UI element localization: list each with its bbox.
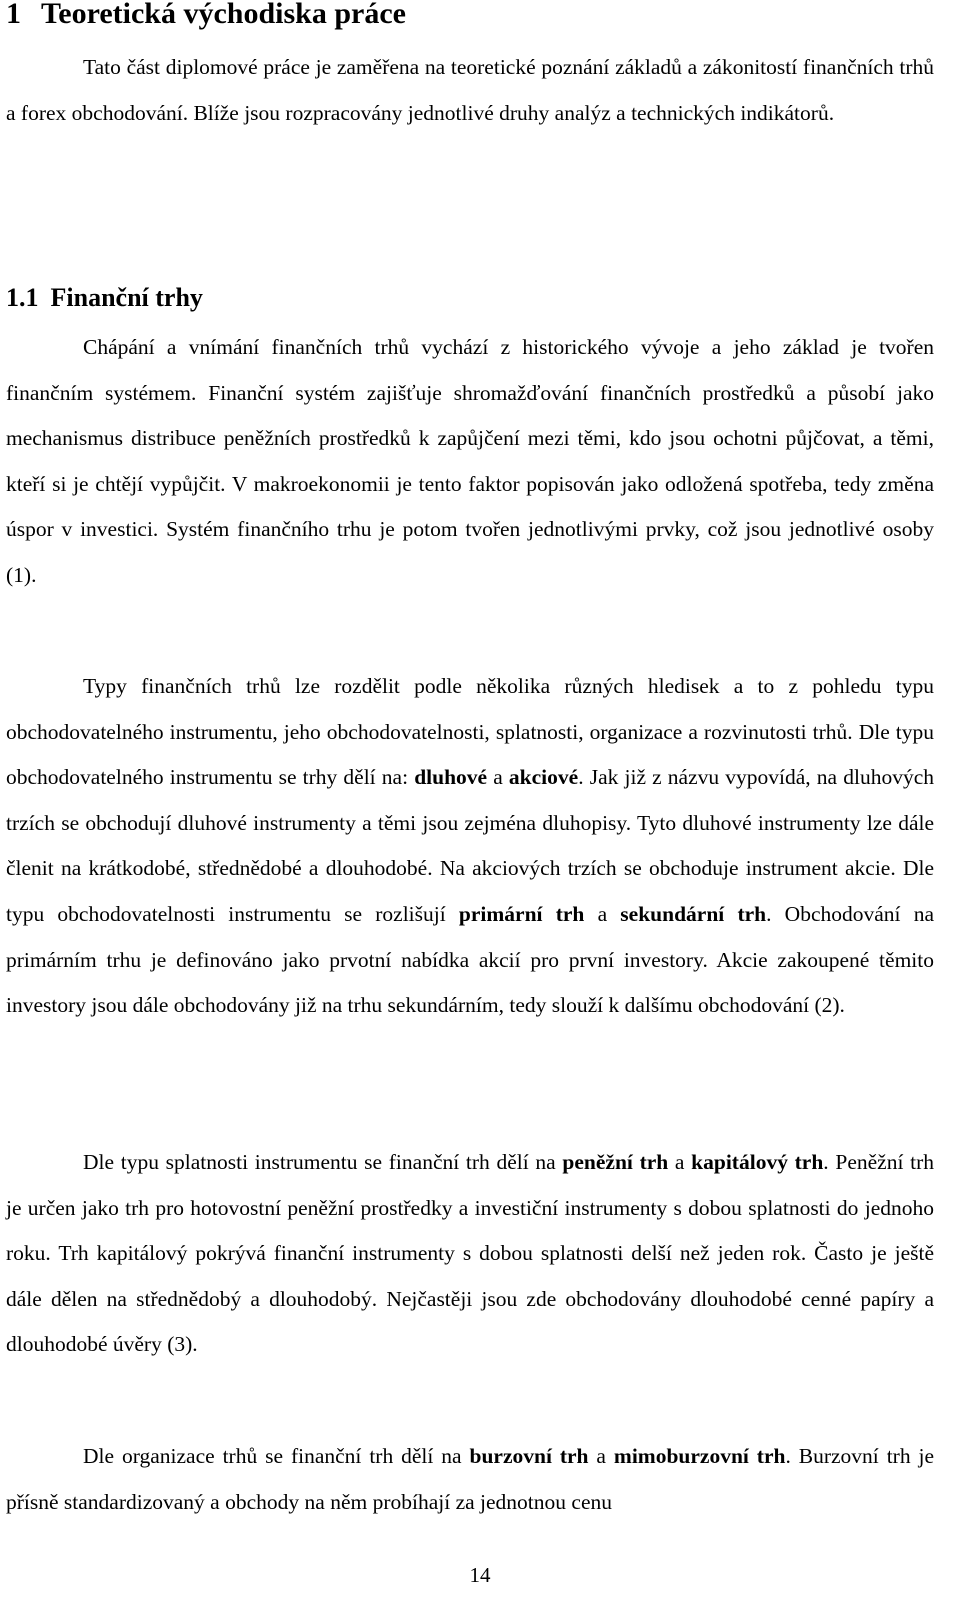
chapter-title: Teoretická východiska práce <box>41 0 406 30</box>
bold-term-money-market: peněžní trh <box>562 1150 669 1174</box>
bold-term-primary-market: primární trh <box>458 901 585 926</box>
text-run: a <box>584 901 621 926</box>
text-run: . Jak již z názvu vypovídá, na dluhových trzích se obchodují dluhové instrumenty a těmi jsou zejména dluhopisy. Tyto dluhové instrumenty lze dále členit na krátkodobé, střednědobé a dlouhodobé. Na akciových trzích se obchoduje instrument akcie. Dle typu obchodovatelnosti instrumentu se rozlišují <box>6 765 935 926</box>
market-types-paragraph <box>6 664 934 1029</box>
maturity-paragraph <box>6 1140 934 1368</box>
bold-term-debt: dluhové <box>414 765 488 790</box>
text-run: Dle organizace trhů se finanční trh dělí na <box>83 1444 470 1468</box>
text-run: a <box>487 765 509 790</box>
intro-paragraph: Tato část diplomové práce je zaměřena na teoretické poznání základů a zákonitostí finančních trhů a forex obchodování. Blíže jsou rozpracovány jednotlivé druhy analýz a technických indikátorů. <box>6 55 934 125</box>
bold-term-equity: akciové <box>508 765 579 790</box>
text-run: Dle typu splatnosti instrumentu se finanční trh dělí na <box>83 1150 563 1174</box>
text-run: a <box>668 1150 692 1174</box>
chapter-heading <box>6 0 406 34</box>
section-number: 1.1 <box>6 283 39 312</box>
bold-term-otc-market: mimoburzovní trh <box>613 1444 786 1468</box>
bold-term-secondary-market: sekundární trh <box>620 901 767 926</box>
page-number: 14 <box>469 1563 491 1587</box>
text-run: Typy finančních trhů lze rozdělit podle několika různých hledisek a to z pohledu typu obchodovatelného instrumentu, jeho obchodovatelnosti, splatnosti, organizace a rozvinutosti trhů. Dle typu obchodovatelného instrumentu se trhy dělí na: <box>6 674 934 790</box>
text-run: . Peněžní trh je určen jako trh pro hotovostní peněžní prostředky a investiční instrumenty s dobou splatnosti do jednoho roku. Trh kapitálový pokrývá finanční instrumenty s dobou splatnosti delší než jeden rok. Často je ještě dále dělen na střednědobý a dlouhodobý. Nejčastěji jsou zde obchodovány dlouhodobé cenné papíry a dlouhodobé úvěry (3). <box>6 1150 934 1357</box>
chapter-number: 1 <box>6 0 21 30</box>
text-run: a <box>588 1444 614 1468</box>
bold-term-capital-market: kapitálový trh <box>691 1150 824 1174</box>
section-heading <box>6 280 203 316</box>
text-run: . Obchodování na primárním trhu je definováno jako prvotní nabídka akcií pro první investory. Akcie zakoupené těmito investory jsou dále obchodovány již na trhu sekundárním, tedy slouží k dalšímu obchodování (2). <box>6 901 934 1018</box>
financial-system-paragraph: Chápání a vnímání finančních trhů vychází z historického vývoje a jeho základ je tvořen finančním systémem. Finanční systém zajišťuje shromažďování finančních prostředků a působí jako mechanismus distribuce peněžních prostředků k zapůjčení mezi těmi, kdo jsou ochotni půjčovat, a těmi, kteří si je chtějí vypůjčit. V makroekonomii je tento faktor popisován jako odložená spotřeba, tedy změna úspor v investici. Systém finančního trhu je potom tvořen jednotlivými prvky, což jsou jednotlivé osoby (1). <box>6 335 934 587</box>
bold-term-exchange-market: burzovní trh <box>469 1444 589 1468</box>
organization-paragraph <box>6 1434 934 1525</box>
text-run: . Burzovní trh je přísně standardizovaný a obchody na něm probíhají za jednotnou cenu <box>6 1444 935 1514</box>
section-title: Finanční trhy <box>50 283 203 312</box>
